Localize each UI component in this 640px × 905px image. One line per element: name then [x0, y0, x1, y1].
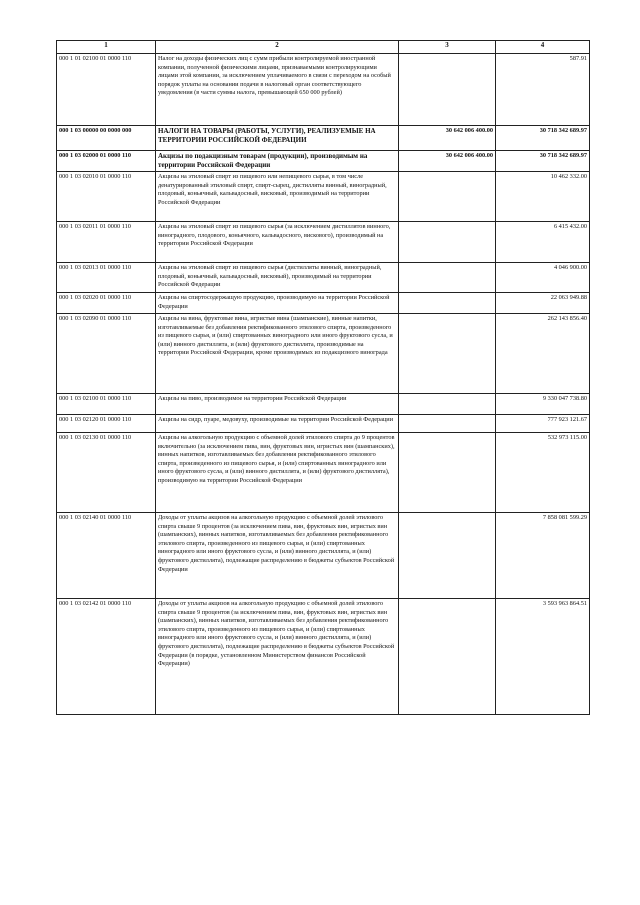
budget-code: 000 1 01 02100 01 0000 110 [57, 54, 156, 126]
plan-amount [399, 314, 496, 394]
column-header: 3 [399, 41, 496, 54]
executed-amount: 262 143 856.40 [496, 314, 590, 394]
plan-amount [399, 599, 496, 715]
plan-amount [399, 222, 496, 263]
budget-code: 000 1 03 02011 01 0000 110 [57, 222, 156, 263]
row-description: Акцизы на вина, фруктовые вина, игристые вина (шампанские), винные напитки, изготавливаемые без добавления ректификованного этилового спирта, произведенного из пищевого сырья, и (или) спиртованных виноградного или иного фруктового сусла, и (или) винного дистиллята, и (или) фруктового дистиллята, производимые на территории Российской Федерации, кроме производимых из подакцизного винограда [156, 314, 399, 394]
executed-amount: 6 415 432.00 [496, 222, 590, 263]
budget-code: 000 1 03 02120 01 0000 110 [57, 415, 156, 433]
executed-amount: 4 046 900.00 [496, 263, 590, 293]
executed-amount: 3 593 963 864.51 [496, 599, 590, 715]
budget-code: 000 1 03 02130 01 0000 110 [57, 433, 156, 513]
budget-code: 000 1 03 02090 01 0000 110 [57, 314, 156, 394]
plan-amount [399, 433, 496, 513]
row-description: Акцизы на этиловый спирт из пищевого сырья (за исключением дистиллятов винного, виноградного, плодового, коньячного, кальвадосного, вискового), производимый на территории Российской Федерации [156, 222, 399, 263]
table-row [57, 513, 590, 599]
row-description: Акцизы по подакцизным товарам (продукции), производимым на территории Российской Федерации [156, 151, 399, 172]
column-number-row [57, 41, 590, 54]
document-page [56, 40, 589, 715]
executed-amount: 30 718 342 689.97 [496, 151, 590, 172]
executed-amount: 22 063 949.88 [496, 293, 590, 314]
executed-amount: 532 973 115.00 [496, 433, 590, 513]
executed-amount: 7 858 081 599.29 [496, 513, 590, 599]
executed-amount: 9 330 047 738.80 [496, 394, 590, 415]
plan-amount [399, 172, 496, 222]
row-description: Налог на доходы физических лиц с сумм прибыли контролируемой иностранной компании, полученной физическими лицами, признаваемыми контролирующими лицами этой компании, за исключением уплачиваемого в связи с переходом на особый порядок уплаты на основании подачи в налоговый орган соответствующего уведомления (в части суммы налога, превышающей 650 000 рублей) [156, 54, 399, 126]
column-header: 4 [496, 41, 590, 54]
budget-code: 000 1 03 02140 01 0000 110 [57, 513, 156, 599]
row-description: Акцизы на пиво, производимое на территории Российской Федерации [156, 394, 399, 415]
plan-amount [399, 263, 496, 293]
plan-amount [399, 293, 496, 314]
plan-amount [399, 513, 496, 599]
budget-code: 000 1 03 02013 01 0000 110 [57, 263, 156, 293]
table-row [57, 172, 590, 222]
table-row [57, 151, 590, 172]
column-header: 1 [57, 41, 156, 54]
row-description: Акцизы на этиловый спирт из пищевого сырья (дистилляты винный, виноградный, плодовый, коньячный, кальвадосный, висковый), производимый на территории Российской Федерации [156, 263, 399, 293]
executed-amount: 587.91 [496, 54, 590, 126]
budget-code: 000 1 03 02142 01 0000 110 [57, 599, 156, 715]
row-description: Доходы от уплаты акцизов на алкогольную продукцию с объемной долей этилового спирта свыше 9 процентов (за исключением пива, вин, фруктовых вин, игристых вин (шампанских), винных напитков, изготавливаемых без добавления ректификованного этилового спирта, произведенного из пищевого сырья, и (или) спиртованных виноградного или иного фруктового сусла, и (или) винного дистиллята, и (или) фруктового дистиллята), подлежащие распределению в бюджеты субъектов Российской Федерации (в порядке, установленном Министерством финансов Российской Федерации) [156, 599, 399, 715]
row-description: НАЛОГИ НА ТОВАРЫ (РАБОТЫ, УСЛУГИ), РЕАЛИЗУЕМЫЕ НА ТЕРРИТОРИИ РОССИЙСКОЙ ФЕДЕРАЦИИ [156, 126, 399, 151]
table-row [57, 293, 590, 314]
table-row [57, 433, 590, 513]
budget-code: 000 1 03 02100 01 0000 110 [57, 394, 156, 415]
executed-amount: 777 923 121.67 [496, 415, 590, 433]
table-row [57, 222, 590, 263]
row-description: Акцизы на спиртосодержащую продукцию, производимую на территории Российской Федерации [156, 293, 399, 314]
table-row [57, 599, 590, 715]
row-description: Доходы от уплаты акцизов на алкогольную продукцию с объемной долей этилового спирта свыше 9 процентов (за исключением пива, вин, фруктовых вин, игристых вин (шампанских), винных напитков, изготавливаемых без добавления ректификованного этилового спирта, произведенного из пищевого сырья, и (или) спиртованных виноградного или иного фруктового сусла, и (или) винного дистиллята, и (или) фруктового дистиллята), подлежащие распределению в бюджеты субъектов Российской Федерации [156, 513, 399, 599]
budget-code: 000 1 03 02000 01 0000 110 [57, 151, 156, 172]
budget-code: 000 1 03 00000 00 0000 000 [57, 126, 156, 151]
budget-code: 000 1 03 02020 01 0000 110 [57, 293, 156, 314]
table-row [57, 126, 590, 151]
table-row [57, 314, 590, 394]
executed-amount: 30 718 342 689.97 [496, 126, 590, 151]
row-description: Акцизы на этиловый спирт из пищевого или непищевого сырья, в том числе денатурированный этиловый спирт, спирт-сырец, дистилляты винный, виноградный, плодовый, коньячный, кальвадосный, висковый, производимый на территории Российской Федерации [156, 172, 399, 222]
revenue-table [56, 40, 590, 715]
row-description: Акцизы на алкогольную продукцию с объемной долей этилового спирта до 9 процентов включительно (за исключением пива, вин, фруктовых вин, игристых вин (шампанских), винных напитков, изготавливаемых без добавления ректификованного этилового спирта, произведенного из пищевого сырья, и (или) спиртованных виноградного или иного фруктового сусла, и (или) винного дистиллята, и (или) фруктового дистиллята), производимую на территории Российской Федерации [156, 433, 399, 513]
plan-amount [399, 415, 496, 433]
plan-amount [399, 54, 496, 126]
table-row [57, 263, 590, 293]
column-header: 2 [156, 41, 399, 54]
budget-code: 000 1 03 02010 01 0000 110 [57, 172, 156, 222]
plan-amount: 30 642 006 400.00 [399, 151, 496, 172]
table-row [57, 415, 590, 433]
row-description: Акцизы на сидр, пуаре, медовуху, производимые на территории Российской Федерации [156, 415, 399, 433]
plan-amount [399, 394, 496, 415]
table-row [57, 54, 590, 126]
plan-amount: 30 642 006 400.00 [399, 126, 496, 151]
executed-amount: 10 462 332.00 [496, 172, 590, 222]
table-row [57, 394, 590, 415]
